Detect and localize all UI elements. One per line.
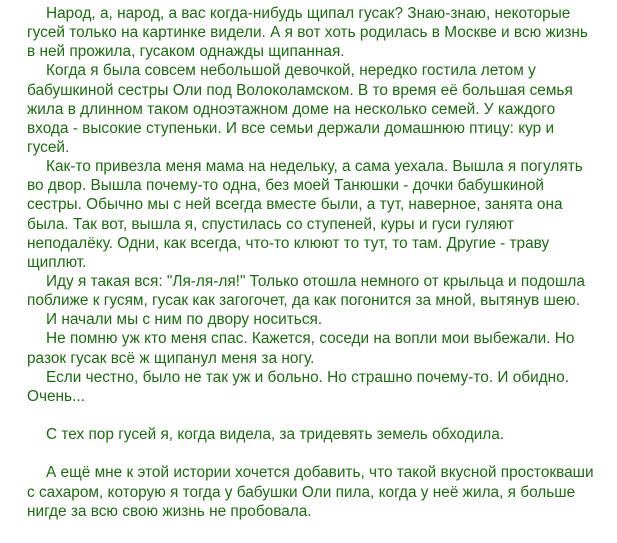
paragraph-spacer xyxy=(0,444,617,463)
paragraph xyxy=(0,463,617,520)
paragraph-first-line: Не помню уж кто меня спас. Кажется, соседи на вопли мои выбежали. Но xyxy=(46,330,575,348)
paragraph-line: жила в длинном таком одноэтажном доме на несколько семей. У каждого xyxy=(27,100,556,118)
paragraph-line: бабушкиной сестры Оли под Волоколамском. В то время её большая семья xyxy=(27,81,573,99)
paragraph-first-line: С тех пор гусей я, когда видела, за тридевять земель обходила. xyxy=(46,426,505,444)
paragraph-line: входа - высокие ступеньки. И все семьи держали домашнюю птицу: кур и xyxy=(27,119,555,137)
paragraph-line: была. Так вот, вышла я, спустилась со ступеней, куры и гуси гуляют xyxy=(27,215,514,233)
paragraph xyxy=(0,272,617,310)
paragraph-line: неподалёку. Одни, как всегда, что-то клюют то тут, то там. Другие - траву xyxy=(27,234,550,252)
paragraph-first-line: Если честно, было не так уж и больно. Но страшно почему-то. И обидно. xyxy=(46,368,569,386)
paragraph-first-line: И начали мы с ним по двору носиться. xyxy=(46,311,323,329)
paragraph xyxy=(0,368,617,406)
story-text xyxy=(0,4,617,521)
paragraph xyxy=(0,157,617,272)
paragraph-first-line: Когда я была совсем небольшой девочкой, нередко гостила летом у xyxy=(46,62,536,80)
paragraph xyxy=(0,4,617,61)
paragraph xyxy=(0,425,617,444)
paragraph xyxy=(0,310,617,329)
paragraph-line: с сахаром, которую я тогда у бабушки Оли пила, когда у неё жила, я больше xyxy=(27,483,576,501)
paragraph-line: нигде за всю свою жизнь не пробовала. xyxy=(27,502,312,520)
paragraph xyxy=(0,329,617,367)
paragraph-first-line: Иду я такая вся: "Ля-ля-ля!" Только отошла немного от крыльца и подошла xyxy=(46,272,585,290)
paragraph-line: в ней прожила, гусаком однажды щипанная. xyxy=(27,43,345,61)
paragraph-line: гусей только на картинке видели. А я вот хоть родилась в Москве и всю жизнь xyxy=(27,24,588,42)
paragraph-line: поближе к гусям, гусак как загогочет, да как погонится за мной, вытянув шею. xyxy=(27,292,581,310)
paragraph-line: сестры. Обычно мы с ней всегда вместе были, а тут, наверное, занята она xyxy=(27,196,563,214)
paragraph-line: Очень... xyxy=(27,387,85,405)
paragraph-spacer xyxy=(0,406,617,425)
paragraph-line: во двор. Вышла почему-то одна, без моей Танюшки - дочки бабушкиной xyxy=(27,177,545,195)
paragraph xyxy=(0,61,617,157)
paragraph-line: гусей. xyxy=(27,138,70,156)
paragraph-line: разок гусак всё ж щипанул меня за ногу. xyxy=(27,349,315,367)
paragraph-line: щиплют. xyxy=(27,253,87,271)
paragraph-first-line: Как-то привезла меня мама на недельку, а сама уехала. Вышла я погулять xyxy=(46,158,583,176)
paragraph-first-line: А ещё мне к этой истории хочется добавить, что такой вкусной простокваши xyxy=(46,464,594,482)
paragraph-first-line: Народ, а, народ, а вас когда-нибудь щипал гусак? Знаю-знаю, некоторые xyxy=(46,5,571,22)
